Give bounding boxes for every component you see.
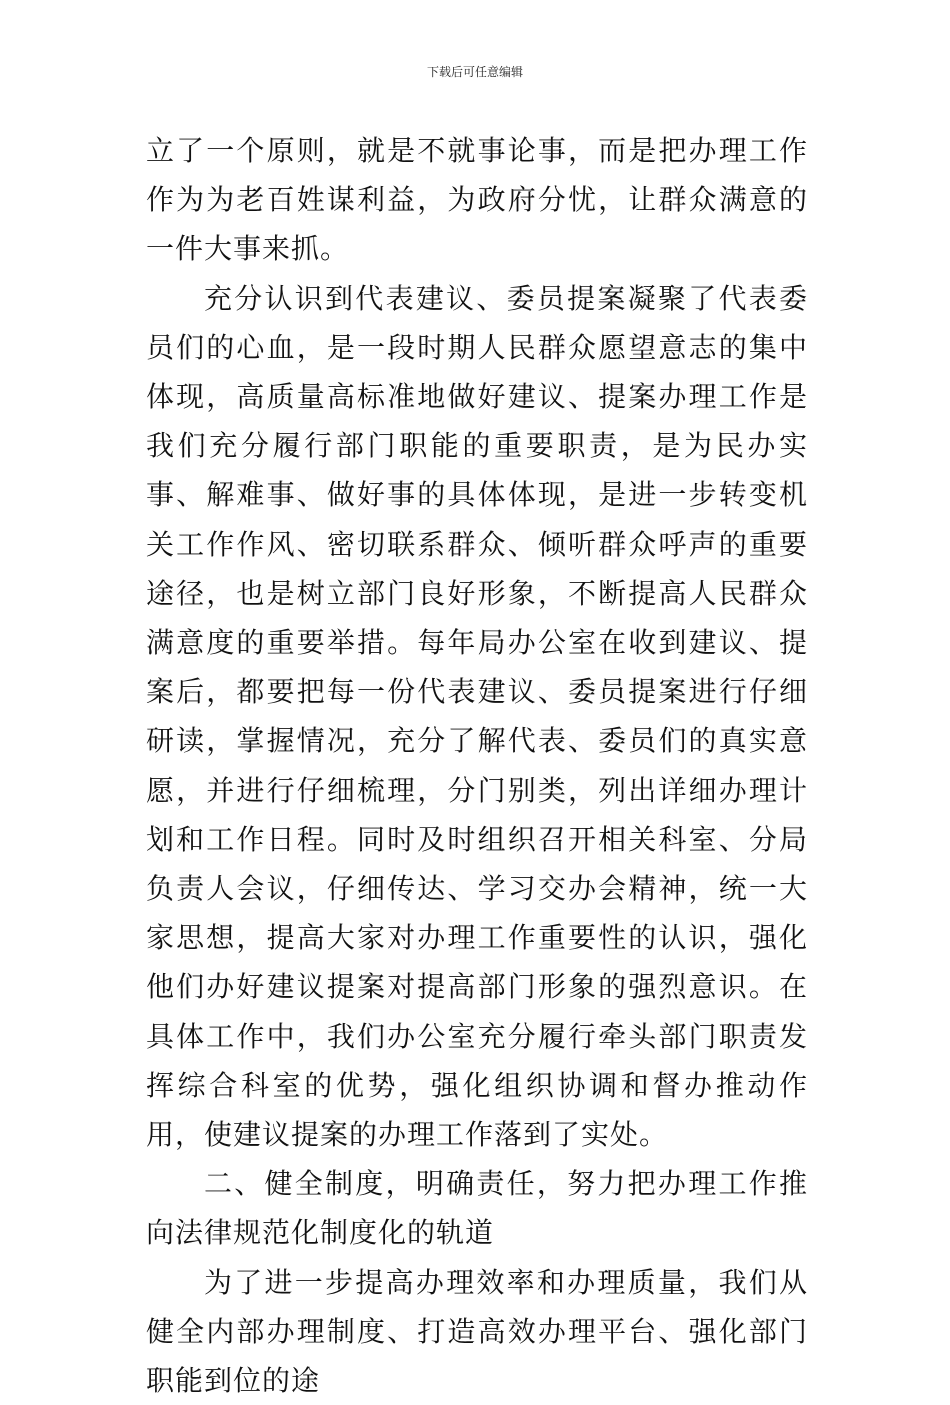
section-heading-two: 二、健全制度，明确责任，努力把办理工作推向法律规范化制度化的轨道: [146, 1167, 808, 1250]
paragraph-continuation: 立了一个原则，就是不就事论事，而是把办理工作作为为老百姓谋利益，为政府分忧，让群众满意的一件大事来抓。: [146, 134, 808, 266]
document-body: [146, 126, 808, 1405]
paragraph-proposal-handling: 充分认识到代表建议、委员提案凝聚了代表委员们的心血，是一段时期人民群众愿望意志的集中体现，高质量高标准地做好建议、提案办理工作是我们充分履行部门职能的重要职责，是为民办实事、解难事、做好事的具体体现，是进一步转变机关工作作风、密切联系群众、倾听群众呼声的重要途径，也是树立部门良好形象，不断提高人民群众满意度的重要举措。每年局办公室在收到建议、提案后，都要把每一份代表建议、委员提案进行仔细研读，掌握情况，充分了解代表、委员们的真实意愿，并进行仔细梳理，分门别类，列出详细办理计划和工作日程。同时及时组织召开相关科室、分局负责人会议，仔细传达、学习交办会精神，统一大家思想，提高大家对办理工作重要性的认识，强化他们办好建议提案对提高部门形象的强烈意识。在具体工作中，我们办公室充分履行牵头部门职责发挥综合科室的优势，强化组织协调和督办推动作用，使建议提案的办理工作落到了实处。: [146, 281, 808, 1152]
paragraph-efficiency: 为了进一步提高办理效率和办理质量，我们从健全内部办理制度、打造高效办理平台、强化部门职能到位的途: [146, 1265, 808, 1398]
page-header: 下载后可任意编辑: [426, 65, 523, 79]
